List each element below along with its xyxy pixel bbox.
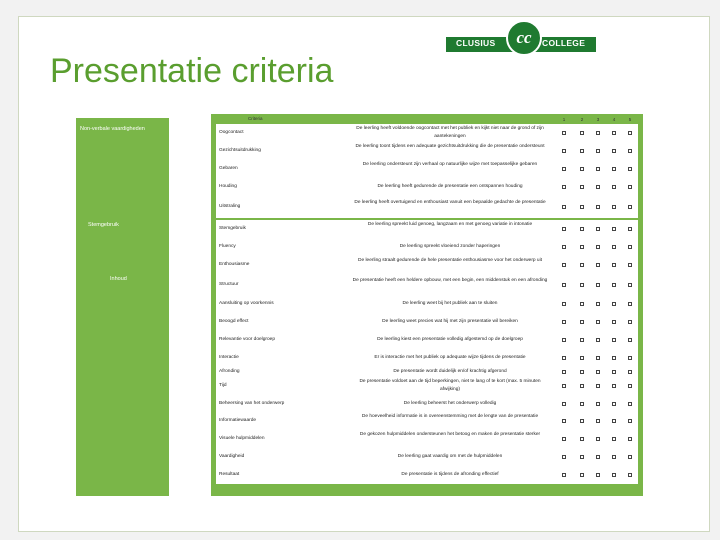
score-header-2: 2 [580, 117, 584, 122]
logo-mark: cc [506, 20, 542, 56]
score-checkbox-2[interactable] [580, 338, 584, 342]
criterion-label: Beheersing van het onderwerp [219, 400, 285, 406]
score-checkbox-4[interactable] [612, 263, 616, 267]
score-checkbox-4[interactable] [612, 419, 616, 423]
score-checkbox-4[interactable] [612, 302, 616, 306]
score-checkbox-2[interactable] [580, 419, 584, 423]
criterion-label: Uitstraling [219, 204, 241, 209]
criterion-label: Gezichtsuitdrukking [219, 148, 261, 153]
score-checkbox-2[interactable] [580, 356, 584, 360]
score-checkbox-3[interactable] [596, 245, 600, 249]
criterion-label: Informatiewaarde [219, 418, 257, 423]
score-checkbox-1[interactable] [562, 227, 566, 231]
criterion-description: De leerling straalt gedurende de hele presentatie enthousiasme voor het onderwerp uit [358, 258, 542, 263]
score-header-5: 5 [628, 117, 632, 122]
score-checkbox-2[interactable] [580, 227, 584, 231]
score-checkbox-1[interactable] [562, 384, 566, 388]
score-checkbox-5[interactable] [628, 320, 632, 324]
score-checkbox-4[interactable] [612, 473, 616, 477]
score-header-1: 1 [562, 117, 566, 122]
score-checkbox-3[interactable] [596, 320, 600, 324]
criterion-description: De presentatie wordt duidelijk en/of krachtig afgerond [393, 368, 507, 374]
score-checkbox-4[interactable] [612, 205, 616, 209]
score-checkbox-3[interactable] [596, 167, 600, 171]
score-header-3: 3 [596, 117, 600, 122]
criterion-label: Tijd [219, 382, 227, 388]
score-checkbox-2[interactable] [580, 205, 584, 209]
score-header-4: 4 [612, 117, 616, 122]
score-checkbox-5[interactable] [628, 131, 632, 135]
score-checkbox-4[interactable] [612, 245, 616, 249]
score-checkbox-3[interactable] [596, 384, 600, 388]
score-checkbox-4[interactable] [612, 370, 616, 374]
score-checkbox-3[interactable] [596, 131, 600, 135]
score-checkbox-3[interactable] [596, 419, 600, 423]
criterion-description: De leerling spreekt vloeiend zonder haperingen [399, 244, 501, 249]
score-checkbox-1[interactable] [562, 149, 566, 153]
score-checkbox-3[interactable] [596, 283, 600, 287]
score-checkbox-3[interactable] [596, 455, 600, 459]
criterion-description: De leerling heeft overtuigend en enthousiast vanuit een bepaalde gedachte de presentatie [354, 200, 546, 205]
criterion-label: Enthousiasme [219, 262, 250, 267]
score-checkbox-3[interactable] [596, 356, 600, 360]
score-checkbox-1[interactable] [562, 245, 566, 249]
score-checkbox-2[interactable] [580, 131, 584, 135]
score-checkbox-5[interactable] [628, 338, 632, 342]
criterion-description: Er is interactie met het publiek op adequate wijze tijdens de presentatie [374, 355, 526, 360]
score-checkbox-5[interactable] [628, 302, 632, 306]
score-checkbox-2[interactable] [580, 320, 584, 324]
score-checkbox-1[interactable] [562, 356, 566, 360]
criterion-description: De leerling spreekt luid genoeg, langzaam en met genoeg variatie in intonatie [367, 222, 533, 227]
score-checkbox-5[interactable] [628, 185, 632, 189]
score-checkbox-4[interactable] [612, 227, 616, 231]
criterion-label: Interactie [219, 355, 239, 360]
criterion-label: Relevantie voor doelgroep [219, 337, 276, 342]
criterion-description: De leerling weet precies wat hij met zijn presentatie wil bereiken [382, 319, 518, 324]
score-checkbox-1[interactable] [562, 437, 566, 441]
criterion-description: De leerling weet bij het publiek aan te sluiten [402, 301, 498, 306]
score-checkbox-5[interactable] [628, 455, 632, 459]
score-checkbox-2[interactable] [580, 437, 584, 441]
score-checkbox-3[interactable] [596, 473, 600, 477]
score-checkbox-5[interactable] [628, 437, 632, 441]
score-checkbox-1[interactable] [562, 205, 566, 209]
score-checkbox-1[interactable] [562, 455, 566, 459]
score-checkbox-2[interactable] [580, 384, 584, 388]
criterion-description: De leerling ondersteunt zijn verhaal op natuurlijke wijze met toepasselijke gebaren [362, 162, 538, 167]
score-checkbox-3[interactable] [596, 402, 600, 406]
criterion-label: Resultaat [219, 472, 240, 477]
criterion-label: Gebaren [219, 166, 238, 171]
criterion-description: De leerling heeft voldoende oogcontact met het publiek en kijkt niet naar de grond of zijn aantekeningen [356, 126, 544, 139]
score-checkbox-4[interactable] [612, 437, 616, 441]
score-checkbox-1[interactable] [562, 370, 566, 374]
criterion-label: Houding [219, 184, 237, 189]
score-checkbox-3[interactable] [596, 302, 600, 306]
score-checkbox-4[interactable] [612, 455, 616, 459]
score-checkbox-4[interactable] [612, 402, 616, 406]
criterion-description: De leerling heeft gedurende de presentatie een ontspannen houding [377, 184, 523, 189]
score-checkbox-4[interactable] [612, 283, 616, 287]
score-checkbox-5[interactable] [628, 167, 632, 171]
criterion-description: De leerling kiest een presentatie volledig afgestemd op de doelgroep [377, 337, 523, 342]
score-checkbox-5[interactable] [628, 370, 632, 374]
score-checkbox-4[interactable] [612, 149, 616, 153]
criterion-label: Afronding [219, 368, 240, 374]
criterion-description: De presentatie is tijdens de afronding effectief [401, 472, 499, 477]
criterion-description: De gekozen hulpmiddelen ondersteunen het betoog en maken de presentatie sterker [359, 432, 541, 437]
category-column [76, 118, 169, 496]
score-checkbox-1[interactable] [562, 402, 566, 406]
score-checkbox-5[interactable] [628, 473, 632, 477]
criterion-description: De presentatie heeft een heldere opbouw, met een begin, een middenstuk en een afronding [352, 277, 548, 283]
score-checkbox-5[interactable] [628, 283, 632, 287]
score-checkbox-3[interactable] [596, 370, 600, 374]
score-checkbox-5[interactable] [628, 263, 632, 267]
criterion-description: De presentatie voldoet aan de tijd beperkingen, niet te lang of te kort (max. 5 minuten afwijking) [359, 378, 541, 392]
score-checkbox-5[interactable] [628, 149, 632, 153]
score-checkbox-2[interactable] [580, 302, 584, 306]
school-logo [446, 20, 596, 58]
score-checkbox-5[interactable] [628, 419, 632, 423]
score-checkbox-3[interactable] [596, 205, 600, 209]
score-checkbox-3[interactable] [596, 149, 600, 153]
logo-right-text: COLLEGE [542, 38, 586, 48]
criterion-description: De leerling beheerst het onderwerp volledig [403, 400, 497, 406]
score-checkbox-1[interactable] [562, 473, 566, 477]
criterion-description: De hoeveelheid informatie is in overeenstemming met de lengte van de presentatie [361, 414, 539, 419]
criterion-label: Vaardigheid [219, 454, 245, 459]
score-checkbox-1[interactable] [562, 167, 566, 171]
category-label: Stemgebruik [88, 222, 119, 228]
criterion-label: Visuele hulpmiddelen [219, 436, 265, 441]
score-checkbox-1[interactable] [562, 419, 566, 423]
score-checkbox-3[interactable] [596, 437, 600, 441]
score-checkbox-4[interactable] [612, 356, 616, 360]
score-checkbox-2[interactable] [580, 149, 584, 153]
score-checkbox-3[interactable] [596, 338, 600, 342]
score-checkbox-2[interactable] [580, 370, 584, 374]
score-checkbox-5[interactable] [628, 356, 632, 360]
score-checkbox-2[interactable] [580, 263, 584, 267]
criterion-description: De leerling toont tijdens een adequate gezichtsuitdrukking die de presentatie ondersteunt [355, 144, 545, 149]
score-checkbox-3[interactable] [596, 263, 600, 267]
criterion-label: Oogcontact [219, 130, 244, 135]
page-title: Presentatie criteria [50, 52, 334, 90]
score-checkbox-4[interactable] [612, 338, 616, 342]
category-label: Non-verbale vaardigheden [80, 126, 145, 132]
score-checkbox-4[interactable] [612, 384, 616, 388]
criterion-label: Aansluiting op voorkennis [219, 301, 274, 306]
score-checkbox-4[interactable] [612, 185, 616, 189]
score-checkbox-1[interactable] [562, 320, 566, 324]
score-checkbox-1[interactable] [562, 302, 566, 306]
score-checkbox-5[interactable] [628, 205, 632, 209]
score-checkbox-2[interactable] [580, 473, 584, 477]
score-checkbox-1[interactable] [562, 263, 566, 267]
logo-left-text: CLUSIUS [456, 38, 496, 48]
score-checkbox-2[interactable] [580, 402, 584, 406]
score-checkbox-5[interactable] [628, 227, 632, 231]
criterion-label: Beoogd effect [219, 319, 249, 324]
criterion-label: Stemgebruik [219, 226, 246, 231]
score-checkbox-2[interactable] [580, 455, 584, 459]
score-checkbox-1[interactable] [562, 185, 566, 189]
score-checkbox-3[interactable] [596, 227, 600, 231]
score-checkbox-4[interactable] [612, 131, 616, 135]
criteria-header: Criteria [248, 116, 263, 121]
score-checkbox-1[interactable] [562, 131, 566, 135]
criterion-label: Fluency [219, 244, 236, 249]
score-checkbox-5[interactable] [628, 402, 632, 406]
score-checkbox-3[interactable] [596, 185, 600, 189]
score-checkbox-2[interactable] [580, 283, 584, 287]
score-checkbox-2[interactable] [580, 245, 584, 249]
score-checkbox-5[interactable] [628, 245, 632, 249]
criterion-description: De leerling gaat vaardig om met de hulpmiddelen [397, 454, 503, 459]
score-checkbox-1[interactable] [562, 338, 566, 342]
criterion-label: Structuur [219, 281, 239, 287]
score-checkbox-5[interactable] [628, 384, 632, 388]
score-checkbox-2[interactable] [580, 185, 584, 189]
category-label: Inhoud [110, 276, 127, 282]
score-checkbox-2[interactable] [580, 167, 584, 171]
score-checkbox-4[interactable] [612, 167, 616, 171]
score-checkbox-1[interactable] [562, 283, 566, 287]
score-checkbox-4[interactable] [612, 320, 616, 324]
